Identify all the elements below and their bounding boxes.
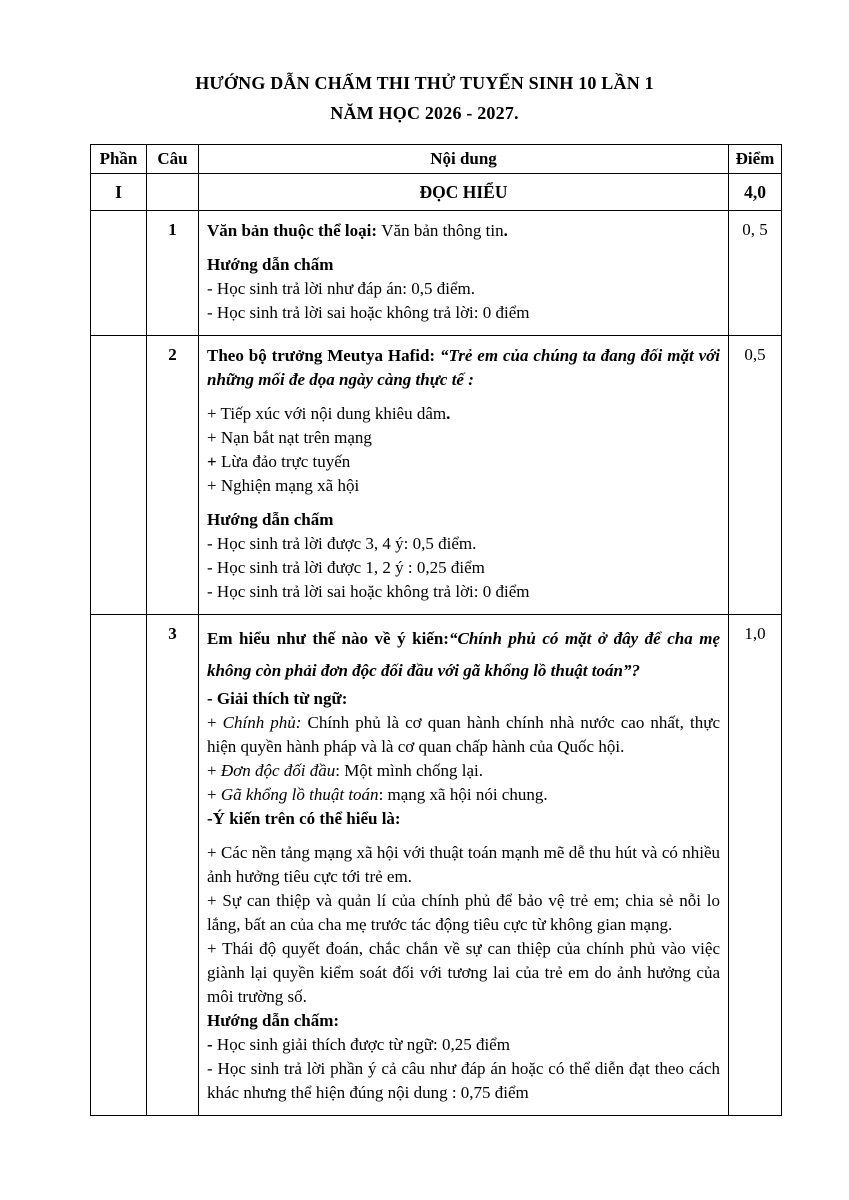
text-run: Theo bộ trưởng Meutya Hafid: (207, 346, 440, 365)
content-paragraph (207, 783, 720, 807)
content-paragraph (207, 580, 720, 604)
table-header-row (91, 145, 782, 174)
question-rows-body (91, 211, 782, 1116)
section-empty-cell (147, 174, 199, 211)
text-run: Chính phủ: (222, 713, 302, 732)
content-paragraph (207, 623, 720, 687)
content-paragraph (207, 889, 720, 937)
table-row (91, 336, 782, 615)
text-run: Hướng dẫn chấm: (207, 1011, 340, 1030)
content-paragraph (207, 426, 720, 450)
text-run: - Học sinh trả lời được 1, 2 ý : 0,25 điểm (207, 558, 485, 577)
text-run: “Chính phủ có mặt ở đây để cha mẹ không còn phải đơn độc đối đầu với gã khổng lồ thuật toán”? (207, 629, 721, 680)
document-title-line1: HƯỚNG DẪN CHẤM THI THỬ TUYỂN SINH 10 LẦN 1 (195, 73, 654, 93)
text-run: - Học sinh trả lời được 3, 4 ý: 0,5 điểm. (207, 534, 477, 553)
question-number: 2 (147, 336, 199, 615)
header-points: Điểm (729, 145, 782, 174)
text-run: + Các nền tảng mạng xã hội với thuật toán mạnh mẽ dễ thu hút và có nhiều ảnh hưởng tiêu cực tới trẻ em. (207, 843, 720, 886)
text-run: - (207, 1035, 213, 1054)
content-paragraph (207, 556, 720, 580)
table-row (91, 615, 782, 1116)
part-cell (91, 615, 147, 1116)
text-run: + (207, 761, 221, 780)
section-points-cell: 4,0 (729, 174, 782, 211)
text-run: + Sự can thiệp và quản lí của chính phủ để bảo vệ trẻ em; chia sẻ nỗi lo lắng, bất an của cha mẹ trước tác động tiêu cực từ không gian mạng. (207, 891, 720, 934)
text-run: Hướng dẫn chấm (207, 510, 334, 529)
text-run: Chính phủ là cơ quan hành chính nhà nước cao nhất, thực hiện quyền hành pháp và là cơ quan chấp hành của Quốc hội. (207, 713, 720, 756)
text-run: : Một mình chống lại. (335, 761, 484, 780)
content-cell (199, 615, 729, 1116)
points-cell: 0, 5 (729, 211, 782, 336)
text-run: - Giải thích từ ngữ: (207, 689, 348, 708)
content-paragraph (207, 219, 720, 243)
question-number: 1 (147, 211, 199, 336)
content-paragraph (207, 841, 720, 889)
text-run: Học sinh giải thích được từ ngữ: 0,25 điểm (212, 1035, 510, 1054)
text-run: - Học sinh trả lời phần ý cả câu như đáp án hoặc có thể diễn đạt theo cách khác nhưng thể hiện đúng nội dung : 0,75 điểm (207, 1059, 720, 1102)
content-paragraph (207, 1009, 720, 1033)
text-run: - Học sinh trả lời như đáp án: 0,5 điểm. (207, 279, 475, 298)
document-title-block (0, 68, 849, 128)
text-run: + Nghiện mạng xã hội (207, 476, 360, 495)
text-run: - Học sinh trả lời sai hoặc không trả lời: 0 điểm (207, 303, 530, 322)
content-paragraph (207, 807, 720, 831)
section-part-cell: I (91, 174, 147, 211)
content-paragraph (207, 759, 720, 783)
points-cell: 1,0 (729, 615, 782, 1116)
content-paragraph (207, 301, 720, 325)
header-content: Nội dung (199, 145, 729, 174)
content-cell (199, 336, 729, 615)
text-run: Gã khổng lồ thuật toán (220, 785, 379, 804)
document-title-line2: NĂM HỌC 2026 - 2027. (330, 103, 519, 123)
text-run: Em hiểu như thế nào về ý kiến: (207, 629, 449, 648)
section-row (91, 174, 782, 211)
text-run: Hướng dẫn chấm (207, 255, 334, 274)
content-paragraph (207, 277, 720, 301)
content-paragraph (207, 1033, 720, 1057)
points-cell: 0,5 (729, 336, 782, 615)
content-paragraph (207, 532, 720, 556)
question-number: 3 (147, 615, 199, 1116)
content-paragraph (207, 1057, 720, 1105)
content-paragraph (207, 937, 720, 1009)
content-paragraph (207, 508, 720, 532)
content-paragraph (207, 687, 720, 711)
header-question: Câu (147, 145, 199, 174)
content-paragraph (207, 450, 720, 474)
grading-table (90, 144, 782, 1116)
text-run: Đơn độc đối đầu (220, 761, 336, 780)
text-run: : mạng xã hội nói chung. (378, 785, 548, 804)
text-run: + Thái độ quyết đoán, chắc chắn về sự can thiệp của chính phủ vào việc giành lại quyền kiểm soát đối với tương lai của trẻ em do ảnh hưởng của môi trường số. (207, 939, 720, 1006)
text-run: + Nạn bắt nạt trên mạng (207, 428, 372, 447)
content-paragraph (207, 402, 720, 426)
text-run: “Trẻ em của chúng ta đang đối mặt với những mối đe dọa ngày càng thực tế : (207, 346, 720, 389)
text-run: Văn bản thông tin (381, 221, 504, 240)
text-run: -Ý kiến trên có thể hiểu là: (207, 809, 401, 828)
text-run: Lừa đảo trực tuyến (216, 452, 351, 471)
text-run: - Học sinh trả lời sai hoặc không trả lời: 0 điểm (207, 582, 530, 601)
text-run: + (207, 452, 217, 471)
header-part: Phần (91, 145, 147, 174)
content-paragraph (207, 253, 720, 277)
text-run: . (503, 221, 508, 240)
table-row (91, 211, 782, 336)
content-paragraph (207, 344, 720, 392)
text-run: . (446, 404, 451, 423)
text-run: + (207, 713, 223, 732)
text-run: + Tiếp xúc với nội dung khiêu dâm (207, 404, 447, 423)
content-paragraph (207, 711, 720, 759)
text-run: Văn bản thuộc thể loại: (207, 221, 382, 240)
content-paragraph (207, 474, 720, 498)
content-cell (199, 211, 729, 336)
part-cell (91, 211, 147, 336)
text-run: + (207, 785, 221, 804)
section-title-cell: ĐỌC HIỂU (199, 174, 729, 211)
part-cell (91, 336, 147, 615)
